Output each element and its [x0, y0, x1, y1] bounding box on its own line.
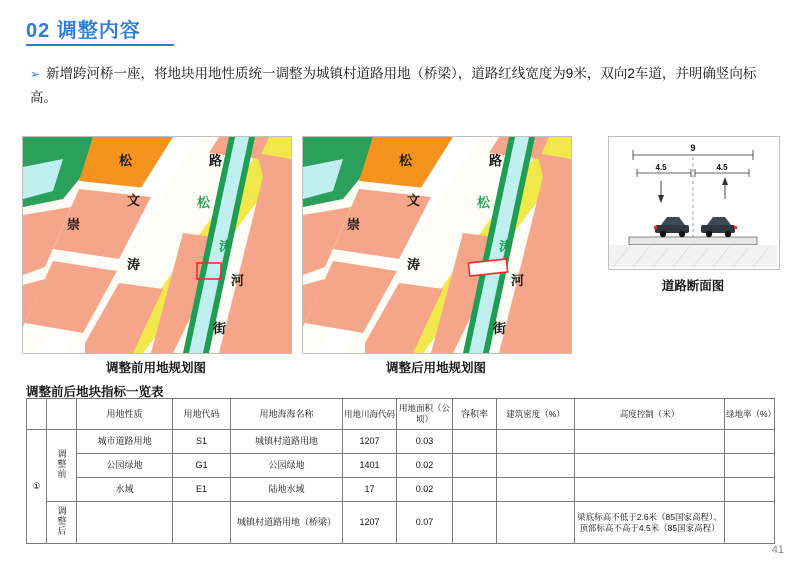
- svg-text:涛: 涛: [407, 257, 421, 272]
- cell-height: [575, 430, 725, 454]
- svg-text:河: 河: [511, 273, 525, 288]
- map-after: [302, 136, 572, 354]
- svg-text:松: 松: [197, 195, 211, 210]
- cell-code: S1: [173, 430, 231, 454]
- svg-text:街: 街: [213, 321, 227, 336]
- cell-sea-code: 1401: [343, 454, 397, 478]
- bullet-text: 新增跨河桥一座，将地块用地性质统一调整为城镇村道路用地（桥梁），道路红线宽度为9米，双向2车道，并明确竖向标高。: [30, 66, 757, 105]
- stage-before-label: 调整前: [47, 430, 77, 502]
- cell-area: 0.02: [397, 454, 453, 478]
- cell-nature: 水域: [77, 478, 173, 502]
- cell-code: G1: [173, 454, 231, 478]
- svg-text:路: 路: [209, 153, 223, 168]
- cell-height: [575, 454, 725, 478]
- th-far: 容积率: [453, 399, 497, 430]
- cell-name: 城镇村道路用地（桥梁）: [231, 502, 343, 544]
- svg-text:涛: 涛: [219, 239, 233, 254]
- svg-text:松: 松: [477, 195, 491, 210]
- cell-far: [453, 478, 497, 502]
- cell-name: 公园绿地: [231, 454, 343, 478]
- table-header-row: [27, 399, 775, 430]
- indicator-table: [26, 398, 775, 544]
- cell-name: 城镇村道路用地: [231, 430, 343, 454]
- cell-area: 0.03: [397, 430, 453, 454]
- cell-green: [725, 478, 775, 502]
- cell-green: [725, 454, 775, 478]
- svg-text:4.5: 4.5: [716, 163, 728, 172]
- cell-sea-code: 17: [343, 478, 397, 502]
- bullet-marker-icon: ➢: [30, 67, 41, 81]
- cell-far: [453, 430, 497, 454]
- th-density: 建筑密度（%）: [497, 399, 575, 430]
- cell-nature: 公园绿地: [77, 454, 173, 478]
- cell-area: 0.07: [397, 502, 453, 544]
- cell-code: E1: [173, 478, 231, 502]
- svg-text:涛: 涛: [127, 257, 141, 272]
- svg-text:河: 河: [231, 273, 245, 288]
- th-height: 高度控制（米）: [575, 399, 725, 430]
- svg-text:崇: 崇: [347, 217, 361, 232]
- table-row: [27, 502, 775, 544]
- page-number: 41: [771, 544, 784, 556]
- svg-text:崇: 崇: [67, 217, 81, 232]
- table-row: [27, 454, 775, 478]
- cell-density: [497, 502, 575, 544]
- cell-far: [453, 454, 497, 478]
- title-underline: [26, 44, 174, 46]
- road-section-drawing: [608, 136, 780, 270]
- page-title-wrap: [26, 14, 141, 43]
- th-green: 绿地率（%）: [725, 399, 775, 430]
- cell-far: [453, 502, 497, 544]
- cell-density: [497, 430, 575, 454]
- svg-text:文: 文: [407, 193, 421, 208]
- table-title: 调整前后地块指标一览表: [26, 385, 164, 399]
- cell-area: 0.02: [397, 478, 453, 502]
- row-group-label: ①: [27, 430, 47, 544]
- svg-text:4.5: 4.5: [655, 163, 667, 172]
- cell-nature: 城市道路用地: [77, 430, 173, 454]
- th-area: 用地面积（公顷）: [397, 399, 453, 430]
- svg-text:松: 松: [119, 153, 133, 168]
- th-nature: 用地性质: [77, 399, 173, 430]
- th-stage: [47, 399, 77, 430]
- svg-text:街: 街: [493, 321, 507, 336]
- cell-height: [575, 478, 725, 502]
- svg-text:文: 文: [127, 193, 141, 208]
- th-sea-code: 用地川海代码: [343, 399, 397, 430]
- map-after-caption: 调整后用地规划图: [385, 361, 486, 375]
- table-row: [27, 478, 775, 502]
- cell-sea-code: 1207: [343, 502, 397, 544]
- cell-height: 梁底标高不低于2.6米（85国家高程）、顶部标高不高于4.5米（85国家高程）: [575, 502, 725, 544]
- map-before: [22, 136, 292, 354]
- svg-text:松: 松: [399, 153, 413, 168]
- section-caption: 道路断面图: [661, 279, 725, 293]
- th-code: 用地代码: [173, 399, 231, 430]
- bullet-paragraph: [30, 62, 770, 110]
- map-before-caption: 调整前用地规划图: [105, 361, 206, 375]
- cell-name: 陆地水域: [231, 478, 343, 502]
- section-total-width-label: 9: [690, 143, 696, 153]
- cell-green: [725, 430, 775, 454]
- svg-text:路: 路: [489, 153, 503, 168]
- svg-text:涛: 涛: [499, 239, 513, 254]
- th-no: [27, 399, 47, 430]
- table-row: [27, 430, 775, 454]
- page-title: 02 调整内容: [26, 20, 141, 42]
- stage-after-label: 调整后: [47, 502, 77, 544]
- cell-code: [173, 502, 231, 544]
- cell-density: [497, 454, 575, 478]
- th-name: 用地海海名称: [231, 399, 343, 430]
- cell-green: [725, 502, 775, 544]
- cell-sea-code: 1207: [343, 430, 397, 454]
- cell-density: [497, 478, 575, 502]
- cell-nature: [77, 502, 173, 544]
